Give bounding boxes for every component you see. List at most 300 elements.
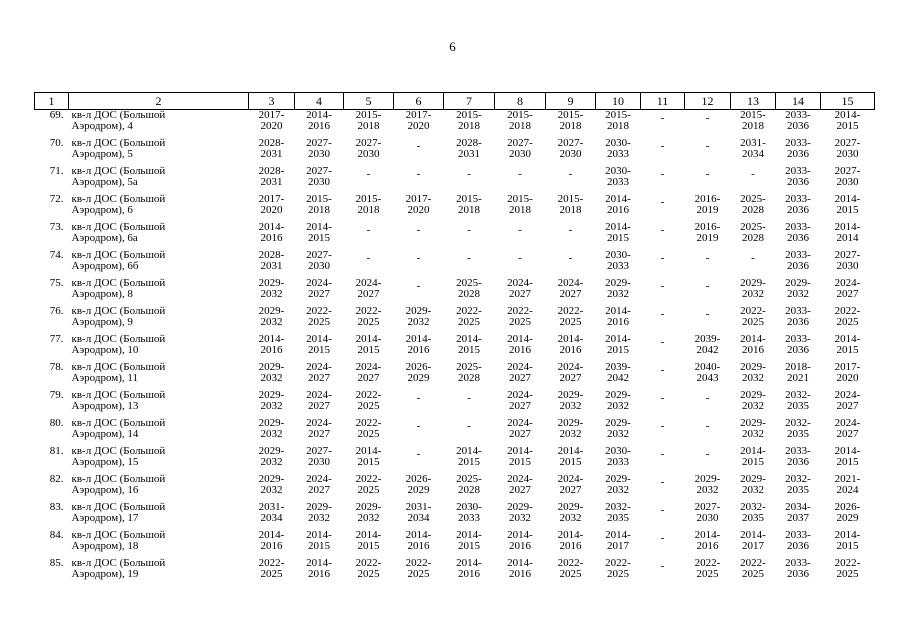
period-end: 2015 xyxy=(308,344,330,356)
row-number: 72. xyxy=(49,193,64,205)
period-end: 2027 xyxy=(836,288,859,300)
object-name-line: Аэродром), 4 xyxy=(71,120,133,132)
object-name xyxy=(69,334,249,362)
object-name-line: кв-л ДОС (Большой xyxy=(71,194,166,205)
column-header-6: 6 xyxy=(394,93,444,110)
period-cell xyxy=(641,166,685,194)
period-end: 2016 xyxy=(458,568,480,580)
table-row xyxy=(35,558,875,586)
period-start: 2027- xyxy=(306,137,332,149)
period-cell xyxy=(344,474,394,502)
period-start: 2014- xyxy=(258,333,285,345)
empty-dash: - xyxy=(660,308,665,320)
object-name xyxy=(69,418,249,446)
period-cell xyxy=(495,278,546,306)
period-start: 2029- xyxy=(605,389,631,401)
period-end: 2030 xyxy=(836,176,859,188)
period-cell xyxy=(249,138,295,166)
period-cell xyxy=(249,558,295,586)
period-start: 2015- xyxy=(507,193,533,205)
period-cell xyxy=(295,110,344,139)
period-start: 2033- xyxy=(785,249,811,261)
empty-dash: - xyxy=(366,252,371,264)
period-start: 2029- xyxy=(258,277,285,289)
period-cell xyxy=(495,418,546,446)
period-cell xyxy=(821,362,875,390)
period-end: 2036 xyxy=(787,344,809,356)
period-end: 2034 xyxy=(742,148,764,160)
period-end: 2030 xyxy=(509,148,531,160)
period-cell xyxy=(495,166,546,194)
object-name xyxy=(69,138,249,166)
period-end: 2030 xyxy=(308,176,330,188)
period-end: 2037 xyxy=(787,512,809,524)
period-start: 2015- xyxy=(557,193,584,205)
period-start: 2033- xyxy=(785,137,811,149)
period-cell xyxy=(444,278,495,306)
period-cell xyxy=(394,390,444,418)
period-start: 2033- xyxy=(785,333,811,345)
period-end: 2035 xyxy=(787,400,809,412)
period-start: 2024- xyxy=(834,389,861,401)
period-cell xyxy=(685,278,731,306)
period-start: 2027- xyxy=(306,165,332,177)
table-row xyxy=(35,502,875,530)
period-start: 2025- xyxy=(456,361,482,373)
period-cell xyxy=(394,110,444,139)
period-cell xyxy=(641,306,685,334)
period-end: 2025 xyxy=(559,568,582,580)
period-end: 2016 xyxy=(260,540,283,552)
period-cell xyxy=(394,362,444,390)
period-cell xyxy=(249,194,295,222)
period-start: 2032- xyxy=(785,473,811,485)
empty-dash: - xyxy=(467,392,471,404)
period-cell xyxy=(444,222,495,250)
period-start: 2014- xyxy=(740,333,766,345)
period-end: 2015 xyxy=(308,540,330,552)
period-start: 2022- xyxy=(355,417,382,429)
period-end: 2015 xyxy=(836,204,859,216)
period-end: 2032 xyxy=(742,372,764,384)
period-end: 2030 xyxy=(696,512,719,524)
period-end: 2018 xyxy=(607,120,629,132)
period-cell xyxy=(495,530,546,558)
period-cell xyxy=(776,110,821,139)
period-start: 2014- xyxy=(740,529,766,541)
period-cell xyxy=(249,222,295,250)
period-end: 2027 xyxy=(308,372,330,384)
period-start: 2024- xyxy=(507,389,533,401)
empty-dash: - xyxy=(416,252,421,264)
period-start: 2028- xyxy=(258,249,285,261)
period-end: 2016 xyxy=(407,344,430,356)
column-header-13: 13 xyxy=(731,93,776,110)
period-cell xyxy=(776,390,821,418)
period-cell xyxy=(596,278,641,306)
period-end: 2015 xyxy=(836,540,859,552)
period-end: 2030 xyxy=(357,148,380,160)
period-start: 2014- xyxy=(258,529,285,541)
period-end: 2025 xyxy=(308,316,330,328)
period-cell xyxy=(641,502,685,530)
period-cell xyxy=(394,418,444,446)
period-end: 2018 xyxy=(458,120,480,132)
object-name xyxy=(69,362,249,390)
period-cell xyxy=(495,502,546,530)
period-start: 2014- xyxy=(740,445,766,457)
period-cell xyxy=(444,110,495,139)
period-start: 2014- xyxy=(405,529,432,541)
period-cell xyxy=(394,334,444,362)
period-end: 2025 xyxy=(357,400,380,412)
object-name-line: кв-л ДОС (Большой xyxy=(71,418,166,429)
period-cell xyxy=(641,418,685,446)
empty-dash: - xyxy=(366,224,371,236)
period-cell xyxy=(776,502,821,530)
period-cell xyxy=(776,446,821,474)
period-end: 2016 xyxy=(509,568,531,580)
period-end: 2036 xyxy=(787,232,809,244)
period-start: 2024- xyxy=(507,473,533,485)
period-start: 2022- xyxy=(557,305,584,317)
period-end: 2027 xyxy=(357,372,380,384)
period-cell xyxy=(776,194,821,222)
period-end: 2036 xyxy=(787,456,809,468)
period-cell xyxy=(546,334,596,362)
period-start: 2014- xyxy=(456,333,482,345)
row-number: 82. xyxy=(49,473,64,485)
period-cell xyxy=(394,166,444,194)
empty-dash: - xyxy=(660,112,665,124)
period-end: 2033 xyxy=(607,260,629,272)
period-end: 2036 xyxy=(787,120,809,132)
period-cell xyxy=(546,446,596,474)
period-start: 2022- xyxy=(507,305,533,317)
column-header-3: 3 xyxy=(249,93,295,110)
period-end: 2027 xyxy=(357,288,380,300)
period-end: 2030 xyxy=(308,260,330,272)
object-name-line: кв-л ДОС (Большой xyxy=(71,109,166,121)
period-end: 2018 xyxy=(357,204,380,216)
period-end: 2029 xyxy=(407,372,430,384)
period-cell xyxy=(776,306,821,334)
period-start: 2031- xyxy=(405,501,432,513)
schedule-table xyxy=(34,92,875,586)
period-start: 2033- xyxy=(785,165,811,177)
period-start: 2040- xyxy=(694,361,721,373)
period-end: 2027 xyxy=(308,484,330,496)
period-end: 2027 xyxy=(308,400,330,412)
period-end: 2025 xyxy=(357,484,380,496)
column-header-1: 1 xyxy=(35,93,69,110)
object-name-line: Аэродром), 13 xyxy=(71,400,139,412)
period-end: 2018 xyxy=(458,204,480,216)
period-cell xyxy=(444,138,495,166)
empty-dash: - xyxy=(660,504,665,516)
period-cell xyxy=(821,110,875,139)
table-row xyxy=(35,278,875,306)
period-start: 2029- xyxy=(306,501,332,513)
column-header-4: 4 xyxy=(295,93,344,110)
period-end: 2025 xyxy=(509,316,531,328)
object-name xyxy=(69,194,249,222)
header-row xyxy=(35,93,875,110)
period-start: 2014- xyxy=(507,529,533,541)
period-start: 2015- xyxy=(355,109,382,121)
period-start: 2015- xyxy=(456,109,482,121)
period-end: 2025 xyxy=(696,568,719,580)
period-end: 2020 xyxy=(407,120,430,132)
period-cell xyxy=(444,250,495,278)
period-start: 2030- xyxy=(605,249,631,261)
period-cell xyxy=(685,222,731,250)
period-cell xyxy=(596,474,641,502)
period-cell xyxy=(249,166,295,194)
period-start: 2014- xyxy=(605,221,631,233)
period-cell xyxy=(295,446,344,474)
period-cell xyxy=(821,166,875,194)
period-cell xyxy=(596,194,641,222)
period-end: 2036 xyxy=(787,540,809,552)
period-end: 2021 xyxy=(787,372,809,384)
table-row xyxy=(35,362,875,390)
period-cell xyxy=(295,390,344,418)
period-cell xyxy=(344,110,394,139)
object-name xyxy=(69,278,249,306)
period-start: 2033- xyxy=(785,529,811,541)
period-start: 2014- xyxy=(605,529,631,541)
period-end: 2018 xyxy=(357,120,380,132)
period-cell xyxy=(394,138,444,166)
object-name xyxy=(69,502,249,530)
period-cell xyxy=(444,446,495,474)
period-cell xyxy=(295,166,344,194)
period-cell xyxy=(249,306,295,334)
object-name-line: кв-л ДОС (Большой xyxy=(71,306,166,317)
period-cell xyxy=(685,334,731,362)
period-cell xyxy=(344,502,394,530)
period-cell xyxy=(596,390,641,418)
period-end: 2028 xyxy=(458,288,480,300)
period-start: 2030- xyxy=(605,165,631,177)
period-end: 2030 xyxy=(308,456,330,468)
period-end: 2031 xyxy=(260,148,283,160)
period-cell xyxy=(295,530,344,558)
row-number: 76. xyxy=(49,305,64,317)
period-end: 2025 xyxy=(836,568,859,580)
period-cell xyxy=(685,502,731,530)
period-end: 2031 xyxy=(260,176,283,188)
period-start: 2027- xyxy=(306,445,332,457)
empty-dash: - xyxy=(416,140,421,152)
period-start: 2015- xyxy=(557,109,584,121)
period-start: 2014- xyxy=(456,445,482,457)
period-cell xyxy=(546,110,596,139)
period-end: 2032 xyxy=(308,512,330,524)
column-header-5: 5 xyxy=(344,93,394,110)
period-cell xyxy=(394,306,444,334)
period-start: 2014- xyxy=(355,445,382,457)
period-start: 2017- xyxy=(405,193,432,205)
period-end: 2027 xyxy=(836,400,859,412)
period-end: 2016 xyxy=(607,316,629,328)
period-cell xyxy=(776,530,821,558)
period-end: 2015 xyxy=(357,456,380,468)
period-start: 2014- xyxy=(456,557,482,569)
period-start: 2024- xyxy=(834,277,861,289)
period-cell xyxy=(641,138,685,166)
period-cell xyxy=(641,446,685,474)
object-name-line: Аэродром), 11 xyxy=(71,372,138,384)
period-end: 2015 xyxy=(836,120,859,132)
object-name-line: Аэродром), 5а xyxy=(71,176,138,188)
period-start: 2028- xyxy=(258,137,285,149)
period-end: 2028 xyxy=(458,484,480,496)
period-start: 2025- xyxy=(740,221,766,233)
table-row xyxy=(35,222,875,250)
period-cell xyxy=(495,138,546,166)
period-end: 2032 xyxy=(607,484,629,496)
period-start: 2022- xyxy=(355,557,382,569)
table-row xyxy=(35,250,875,278)
period-end: 2030 xyxy=(559,148,582,160)
empty-dash: - xyxy=(751,168,755,180)
period-cell xyxy=(444,194,495,222)
period-cell xyxy=(295,194,344,222)
period-cell xyxy=(546,138,596,166)
period-start: 2029- xyxy=(258,305,285,317)
object-name-line: кв-л ДОС (Большой xyxy=(71,558,166,569)
period-end: 2029 xyxy=(836,512,859,524)
period-cell xyxy=(821,222,875,250)
period-start: 2025- xyxy=(740,193,766,205)
period-cell xyxy=(596,418,641,446)
period-start: 2022- xyxy=(355,389,382,401)
object-name-line: Аэродром), 8 xyxy=(71,288,133,300)
period-start: 2034- xyxy=(785,501,811,513)
period-end: 2025 xyxy=(742,568,764,580)
period-cell xyxy=(344,418,394,446)
period-start: 2024- xyxy=(306,389,332,401)
period-start: 2014- xyxy=(557,529,584,541)
period-cell xyxy=(546,166,596,194)
period-cell xyxy=(776,278,821,306)
period-start: 2031- xyxy=(258,501,285,513)
period-end: 2020 xyxy=(407,204,430,216)
row-number: 78. xyxy=(49,361,64,373)
empty-dash: - xyxy=(705,420,710,432)
period-end: 2018 xyxy=(509,120,531,132)
period-end: 2028 xyxy=(742,204,764,216)
period-end: 2035 xyxy=(787,428,809,440)
period-cell xyxy=(394,194,444,222)
empty-dash: - xyxy=(660,476,665,488)
period-start: 2015- xyxy=(507,109,533,121)
period-cell xyxy=(596,306,641,334)
period-end: 2016 xyxy=(559,344,582,356)
period-cell xyxy=(821,390,875,418)
period-end: 2015 xyxy=(559,456,582,468)
period-cell xyxy=(546,474,596,502)
period-end: 2035 xyxy=(787,484,809,496)
period-end: 2032 xyxy=(357,512,380,524)
period-start: 2015- xyxy=(456,193,482,205)
period-cell xyxy=(546,250,596,278)
row-number: 84. xyxy=(49,529,64,541)
object-name-line: кв-л ДОС (Большой xyxy=(71,502,166,513)
period-start: 2029- xyxy=(605,473,631,485)
period-start: 2024- xyxy=(306,417,332,429)
period-end: 2016 xyxy=(696,540,719,552)
period-start: 2032- xyxy=(785,417,811,429)
period-start: 2028- xyxy=(258,165,285,177)
empty-dash: - xyxy=(660,168,665,180)
row-number: 75. xyxy=(49,277,64,289)
period-end: 2020 xyxy=(836,372,859,384)
period-cell xyxy=(344,138,394,166)
period-start: 2029- xyxy=(557,417,584,429)
period-cell xyxy=(731,250,776,278)
period-cell xyxy=(596,166,641,194)
period-cell xyxy=(495,110,546,139)
empty-dash: - xyxy=(467,224,471,236)
period-cell xyxy=(731,306,776,334)
object-name-line: Аэродром), 6а xyxy=(71,232,138,244)
period-end: 2016 xyxy=(308,568,330,580)
period-start: 2027- xyxy=(694,501,721,513)
table-row xyxy=(35,110,875,139)
object-name xyxy=(69,222,249,250)
period-end: 2025 xyxy=(559,316,582,328)
period-cell xyxy=(495,222,546,250)
period-cell xyxy=(394,502,444,530)
period-cell xyxy=(344,390,394,418)
period-cell xyxy=(731,558,776,586)
table-row xyxy=(35,446,875,474)
period-cell xyxy=(444,558,495,586)
period-cell xyxy=(641,362,685,390)
period-end: 2032 xyxy=(509,512,531,524)
period-start: 2029- xyxy=(557,501,584,513)
period-start: 2022- xyxy=(355,305,382,317)
period-cell xyxy=(641,530,685,558)
period-cell xyxy=(641,222,685,250)
period-end: 2032 xyxy=(742,400,764,412)
period-end: 2017 xyxy=(742,540,764,552)
period-end: 2032 xyxy=(260,400,283,412)
period-start: 2017- xyxy=(834,361,861,373)
period-end: 2032 xyxy=(742,288,764,300)
period-cell xyxy=(731,334,776,362)
period-cell xyxy=(685,390,731,418)
object-name-line: кв-л ДОС (Большой xyxy=(71,390,166,401)
period-end: 2019 xyxy=(696,204,719,216)
period-start: 2014- xyxy=(507,557,533,569)
empty-dash: - xyxy=(416,224,421,236)
period-cell xyxy=(546,194,596,222)
period-end: 2015 xyxy=(836,344,859,356)
period-start: 2014- xyxy=(355,333,382,345)
period-cell xyxy=(731,530,776,558)
object-name-line: Аэродром), 15 xyxy=(71,456,139,468)
period-end: 2018 xyxy=(509,204,531,216)
period-start: 2027- xyxy=(507,137,533,149)
empty-dash: - xyxy=(705,140,710,152)
period-end: 2036 xyxy=(787,176,809,188)
period-end: 2018 xyxy=(308,204,330,216)
empty-dash: - xyxy=(705,112,710,124)
